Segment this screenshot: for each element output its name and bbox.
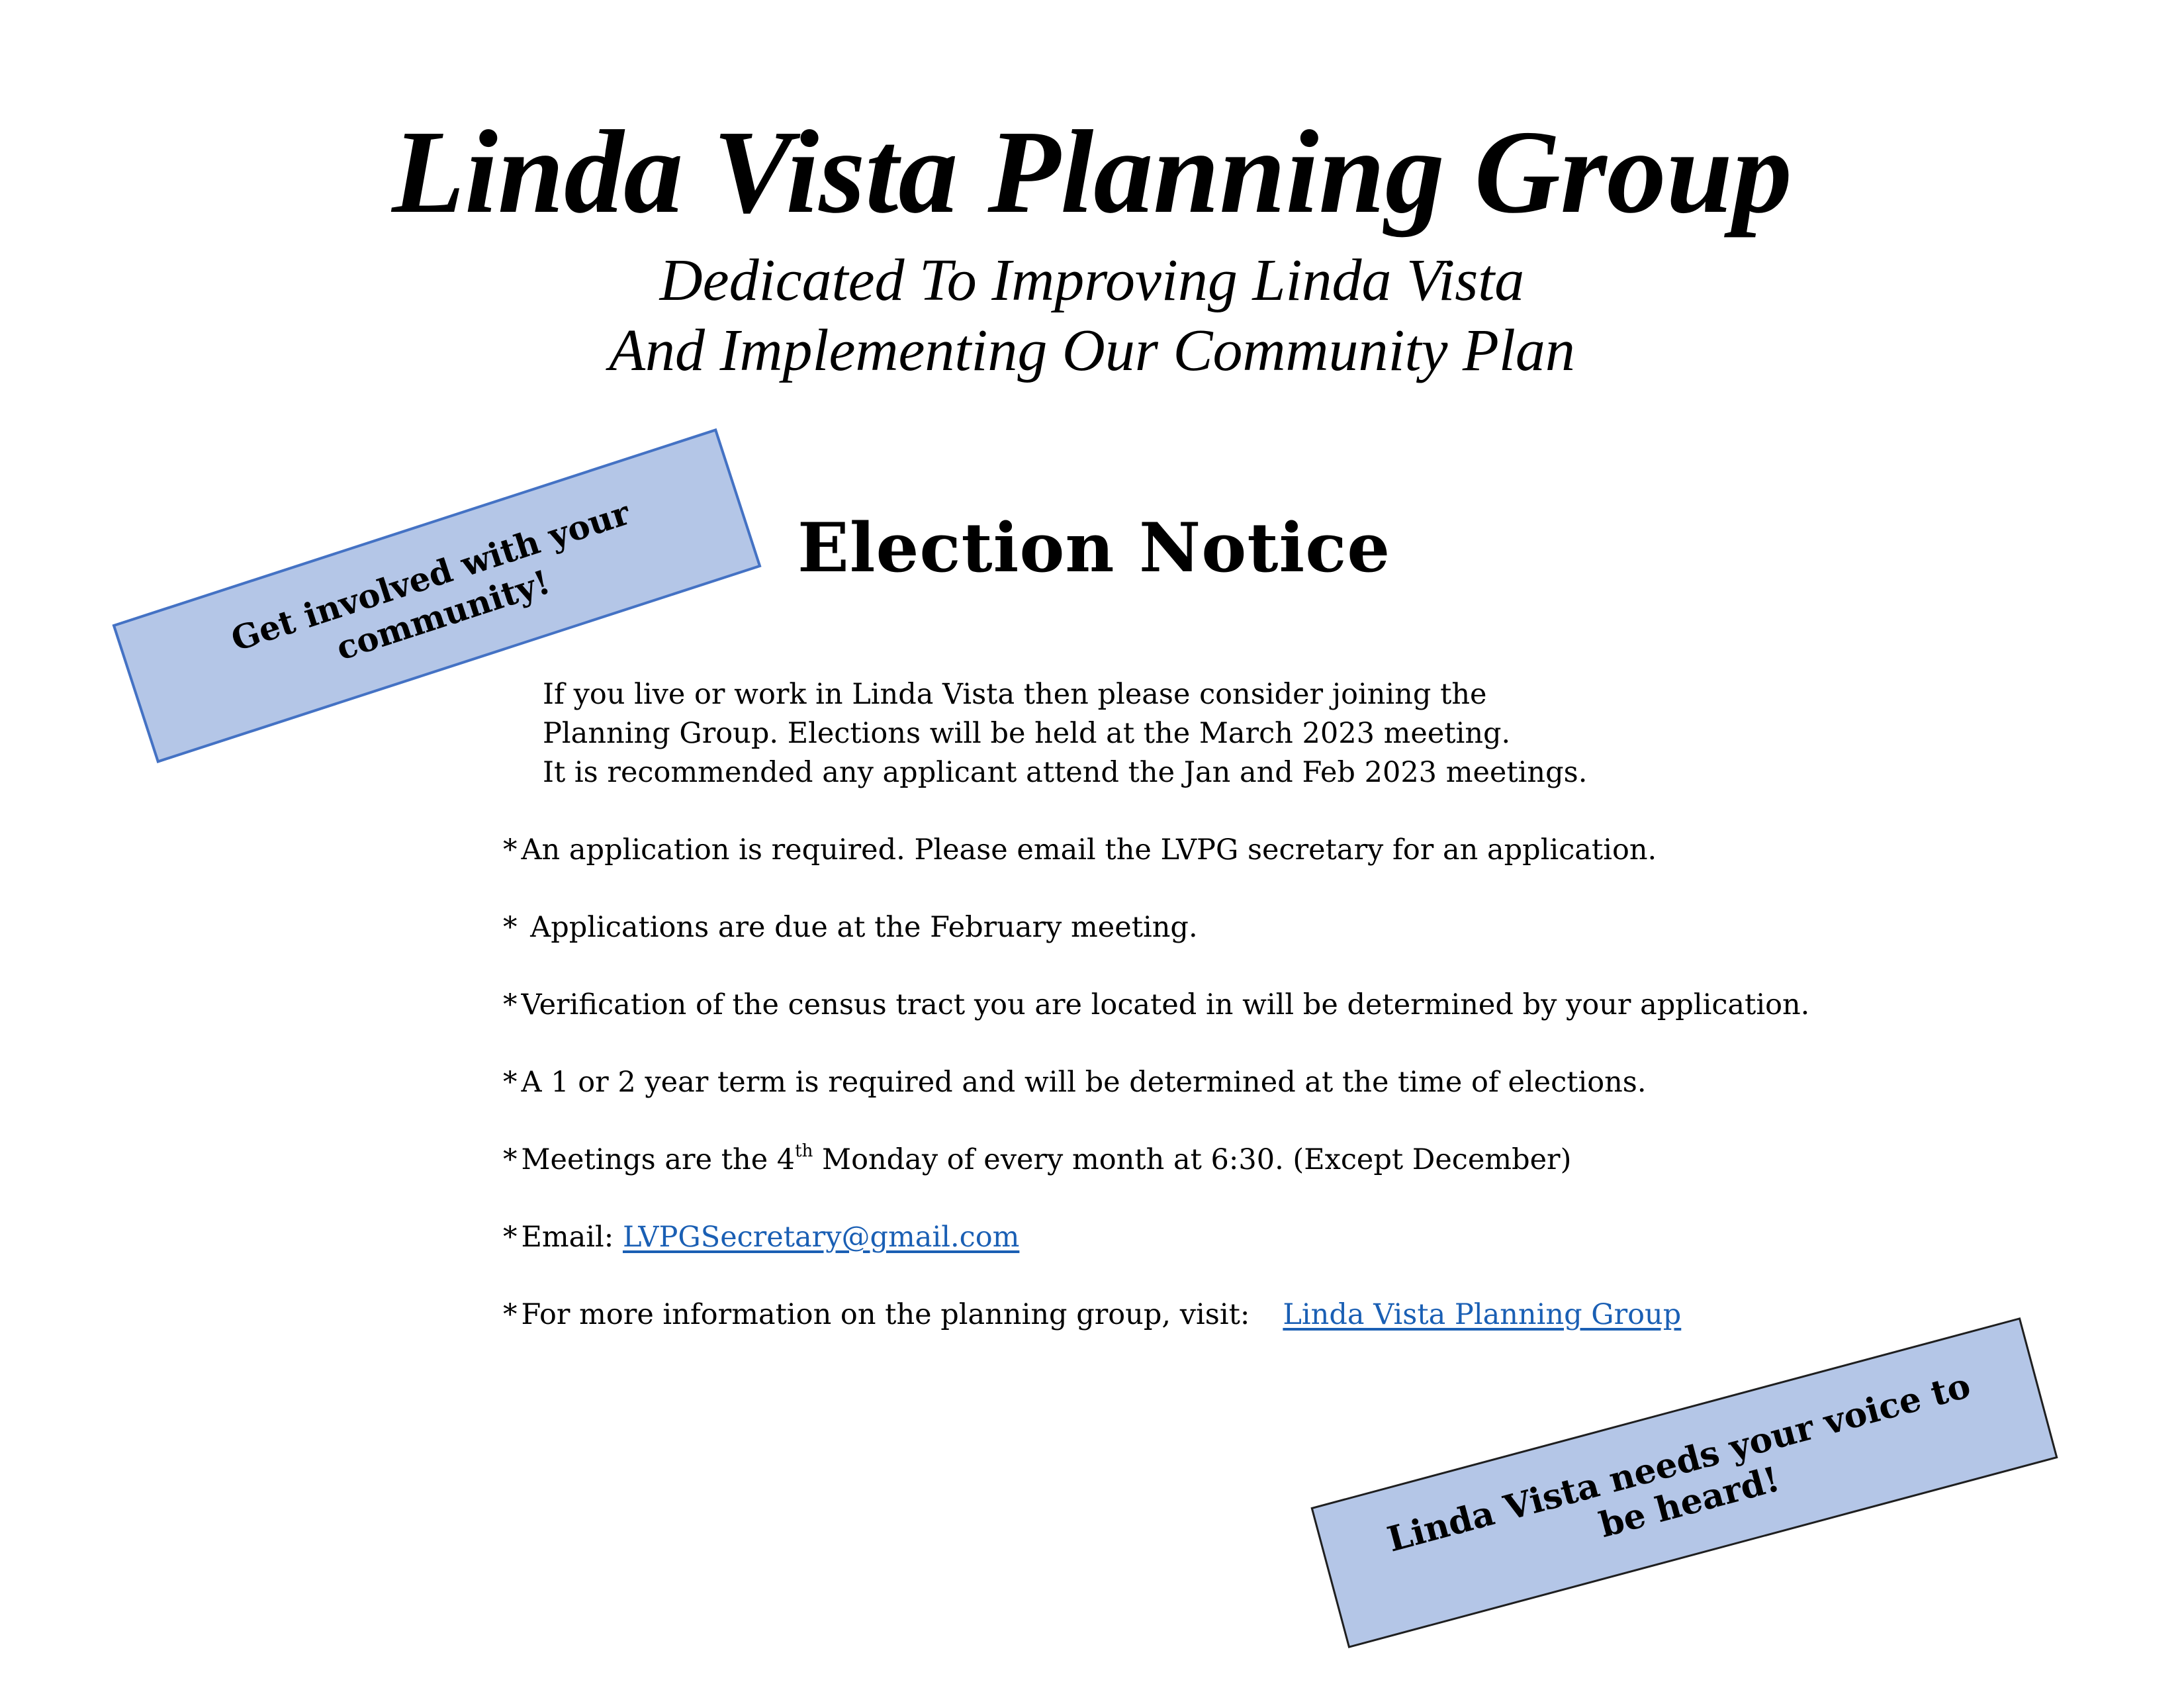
intro-line-3: It is recommended any applicant attend the Jan and Feb 2023 meetings.	[543, 756, 1588, 789]
intro-line-1: If you live or work in Linda Vista then please consider joining the	[543, 678, 1487, 711]
election-notice-heading: Election Notice	[797, 508, 1391, 588]
bullet-marker: *	[503, 1066, 518, 1099]
bullet-text: An application is required. Please email the LVPG secretary for an application.	[521, 833, 1657, 867]
bullet-email	[503, 1219, 1019, 1256]
bullet-term	[503, 1064, 1647, 1101]
bullet-marker: *	[503, 988, 518, 1021]
bullet-marker: *	[503, 1298, 518, 1331]
bullet-text: Verification of the census tract you are located in will be determined by your application.	[521, 988, 1810, 1021]
bullet-verification	[503, 986, 1809, 1023]
meetings-text-prefix: Meetings are the 4	[521, 1143, 796, 1176]
email-label: Email:	[521, 1221, 623, 1254]
intro-paragraph	[543, 675, 1587, 792]
bullet-marker: *	[503, 1143, 518, 1176]
bullet-meetings	[503, 1141, 1571, 1178]
subtitle-line-2: And Implementing Our Community Plan	[609, 318, 1575, 383]
bullet-marker: *	[503, 1221, 518, 1254]
intro-line-2: Planning Group. Elections will be held at the March 2023 meeting.	[543, 717, 1511, 750]
bullet-application	[503, 831, 1657, 868]
more-info-label: For more information on the planning group, visit:	[521, 1298, 1250, 1331]
page-title: Linda Vista Planning Group	[392, 106, 1792, 238]
bullet-marker: *	[503, 833, 518, 867]
bullet-more-info	[503, 1296, 1681, 1333]
banner-get-involved: Get involved with your community!	[113, 428, 762, 763]
bullet-text: A 1 or 2 year term is required and will be determined at the time of elections.	[521, 1066, 1647, 1099]
bullet-marker: *	[503, 911, 518, 944]
meetings-ordinal-suffix: th	[795, 1141, 813, 1161]
banner-voice-heard: Linda Vista needs your voice to be heard!	[1310, 1317, 2058, 1648]
bullet-due	[503, 909, 1198, 946]
meetings-text-suffix: Monday of every month at 6:30. (Except December)	[813, 1143, 1572, 1176]
subtitle-line-1: Dedicated To Improving Linda Vista	[659, 248, 1525, 313]
planning-group-link[interactable]: Linda Vista Planning Group	[1283, 1298, 1682, 1331]
email-link[interactable]: LVPGSecretary@gmail.com	[622, 1221, 1020, 1254]
bullet-text: Applications are due at the February meeting.	[521, 911, 1198, 944]
